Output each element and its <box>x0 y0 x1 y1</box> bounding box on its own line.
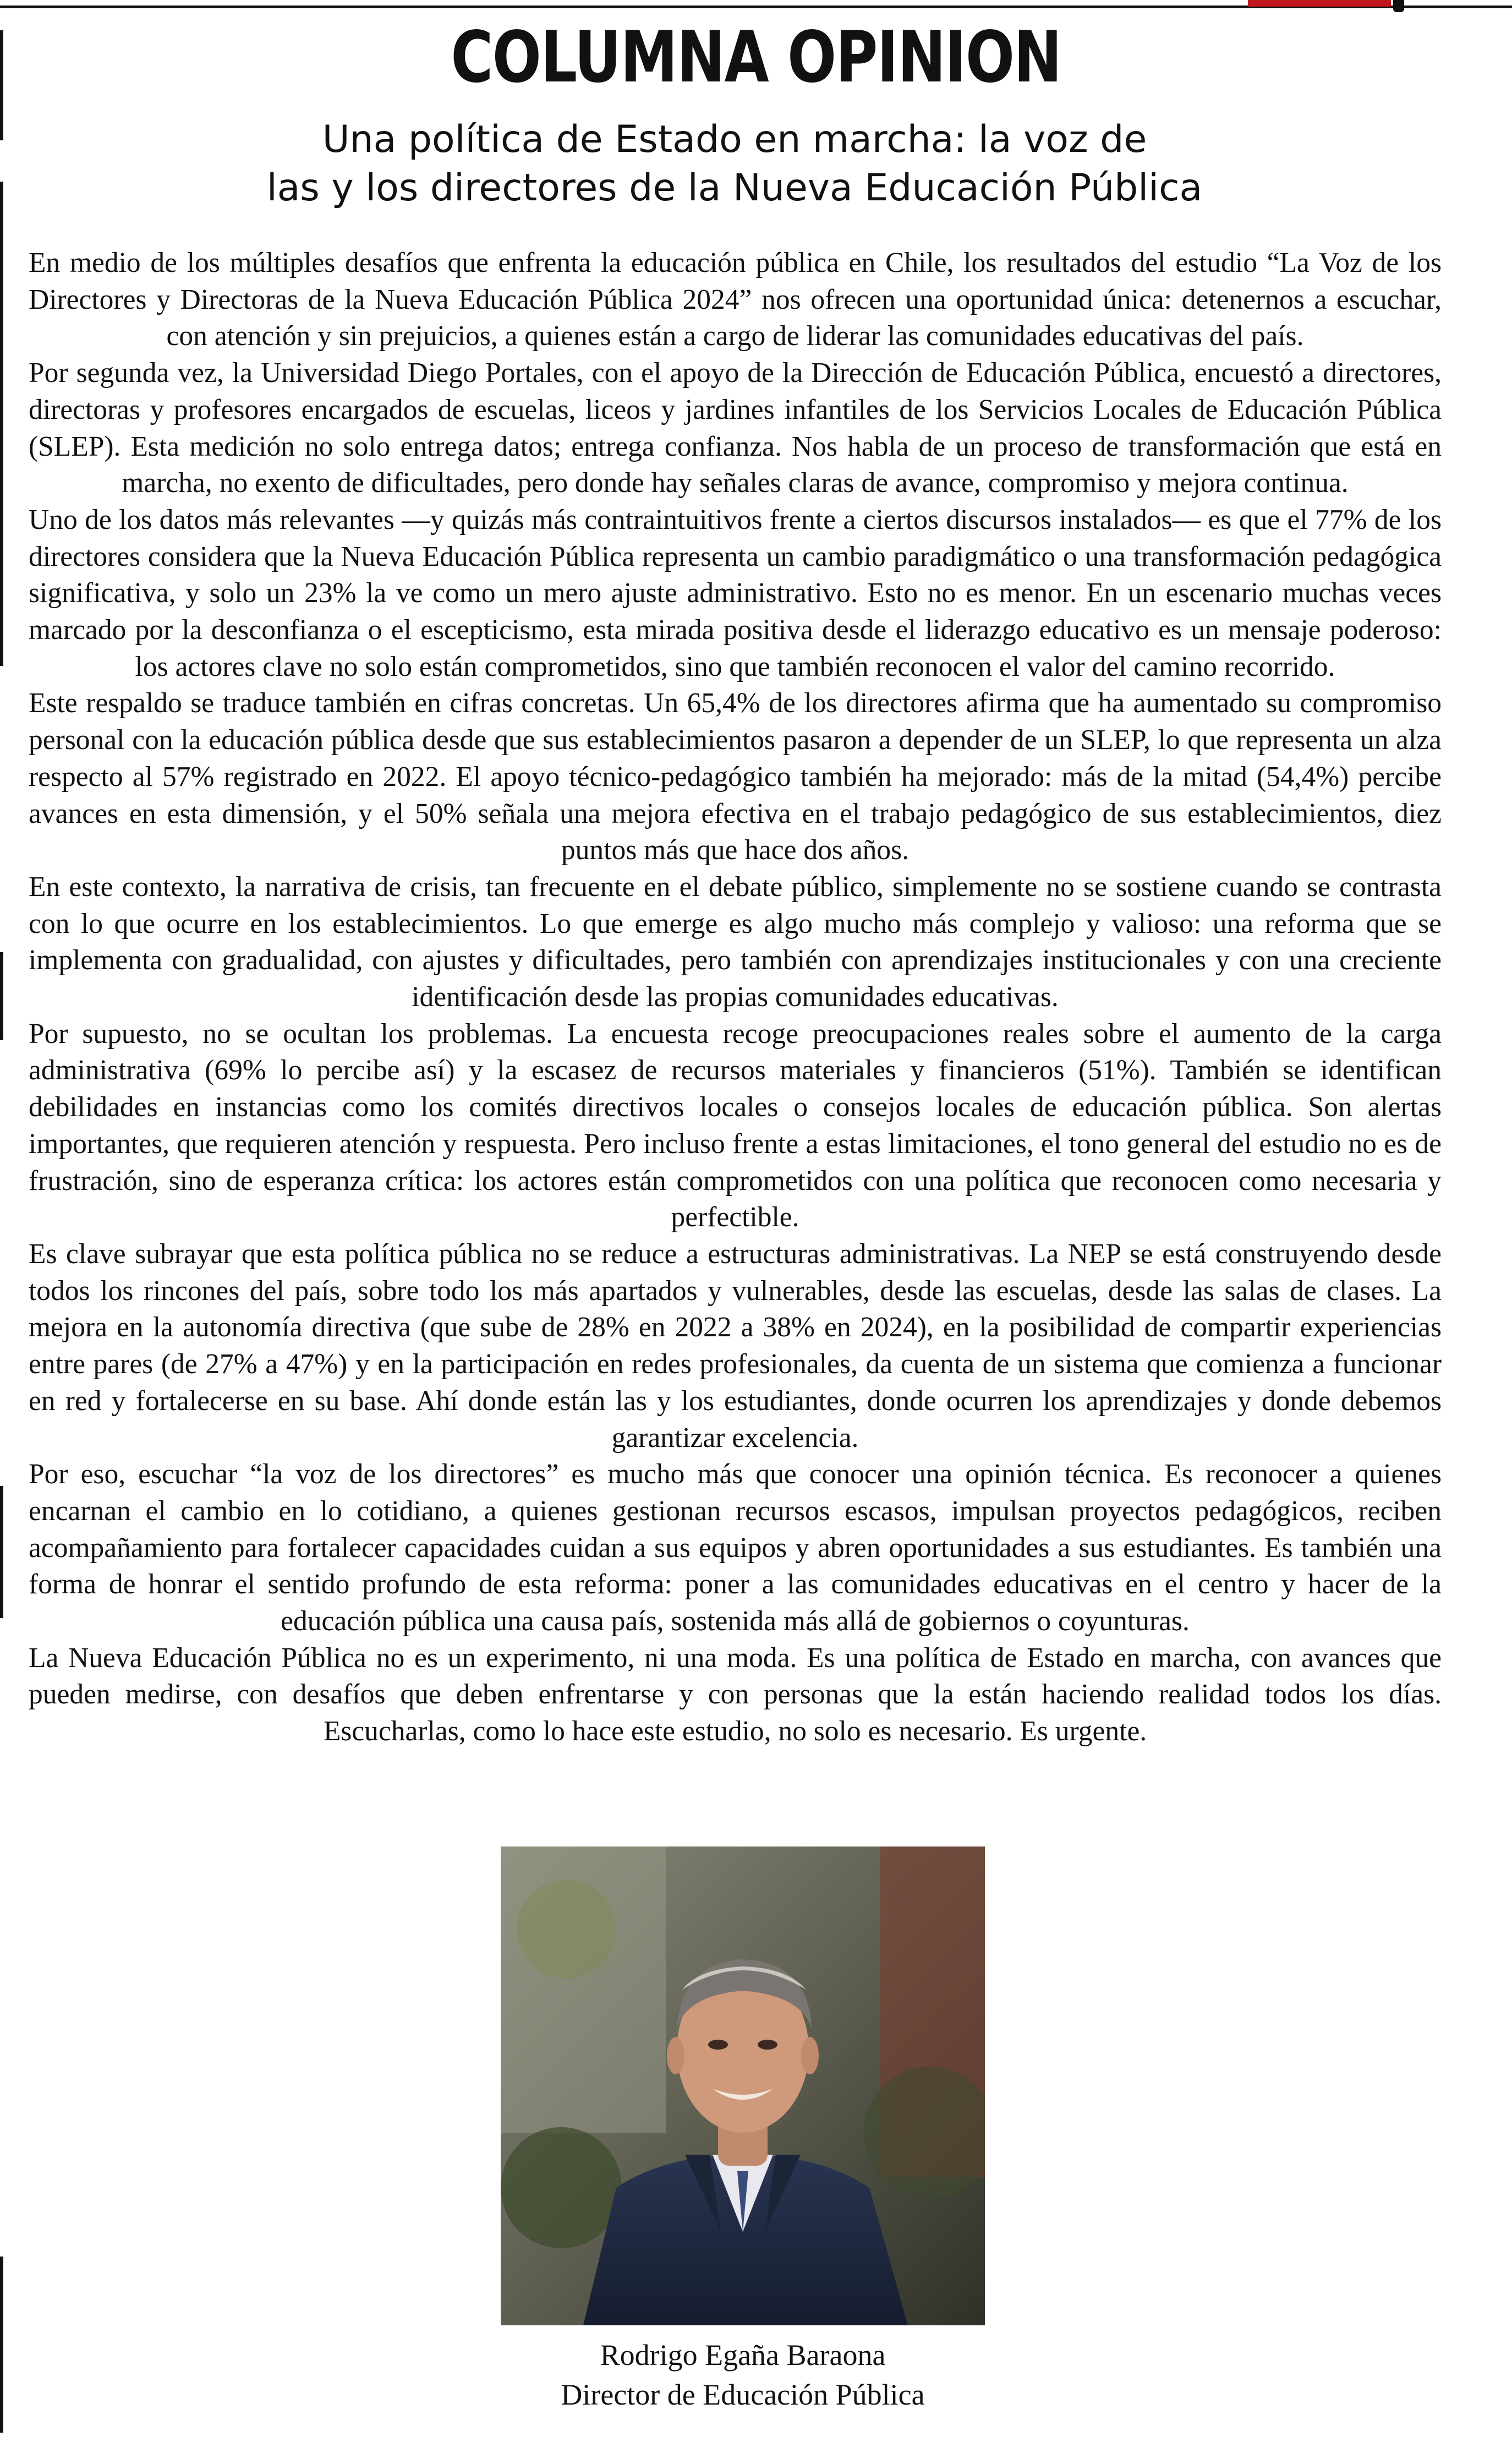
left-edge-bar <box>0 1486 3 1618</box>
author-name: Rodrigo Egaña Baraona <box>600 2339 886 2372</box>
article-paragraph: Por segunda vez, la Universidad Diego Portales, con el apoyo de la Dirección de Educación Pública, encuestó a directores, directoras y profesores encargados de escuelas, liceos y jardines infantiles de los Servicios Locales de Educación Pública (SLEP). Esta medición no solo entrega datos; entrega confianza. Nos habla de un proceso de transformación que está en marcha, no exento de dificultades, pero donde hay señales claras de avance, compromiso y mejora continua. <box>29 357 1442 499</box>
red-tab-marker <box>1248 0 1391 7</box>
left-edge-bar <box>0 2257 3 2433</box>
author-caption <box>385 2335 1100 2414</box>
article-body <box>29 245 1442 1750</box>
author-photo <box>501 1846 985 2325</box>
left-edge-bar <box>0 952 3 1040</box>
article-paragraph: Por supuesto, no se ocultan los problemas. La encuesta recoge preocupaciones reales sobre el aumento de la carga administrativa (69% lo percibe así) y la escasez de recursos materiales y financieros (51%). También se identifican debilidades en instancias como los comités directivos locales o consejos locales de educación pública. Son alertas importantes, que requieren atención y respuesta. Pero incluso frente a estas limitaciones, el tono general del estudio no es de frustración, sino de esperanza crítica: los actores están comprometidos con una política que reconocen como necesaria y perfectible. <box>29 1018 1442 1233</box>
article-paragraph: En este contexto, la narrativa de crisis, tan frecuente en el debate público, simplemente no se sostiene cuando se contrasta con lo que ocurre en los establecimientos. Lo que emerge es algo mucho más complejo y valioso: una reforma que se implementa con gradualidad, con ajustes y dificultades, pero también con aprendizajes institucionales y con una creciente identificación desde las propias comunidades educativas. <box>29 871 1442 1013</box>
left-edge-bar <box>0 182 3 666</box>
headline-line: Una política de Estado en marcha: la voz de <box>322 118 1147 161</box>
article-paragraph: La Nueva Educación Pública no es un experimento, ni una moda. Es una política de Estado en marcha, con avances que pueden medirse, con desafíos que deben enfrentarse y con personas que la están haciendo realidad todos los días. Escucharlas, como lo hace este estudio, no solo es necesario. Es urgente. <box>29 1642 1442 1747</box>
section-title: COLUMNA OPINION <box>451 17 1061 99</box>
article-paragraph: En medio de los múltiples desafíos que enfrenta la educación pública en Chile, los resultados del estudio “La Voz de los Directores y Directoras de la Nueva Educación Pública 2024” nos ofrecen una oportunidad única: detenernos a escuchar, con atención y sin prejuicios, a quienes están a cargo de liderar las comunidades educativas del país. <box>29 247 1442 352</box>
author-role: Director de Educación Pública <box>561 2378 925 2411</box>
article-paragraph: Es clave subrayar que esta política pública no se reduce a estructuras administrativas. La NEP se está construyendo desde todos los rincones del país, sobre todo los más apartados y vulnerables, desde las escuelas, desde las salas de clases. La mejora en la autonomía directiva (que sube de 28% en 2022 a 38% en 2024), en la posibilidad de compartir experiencias entre pares (de 27% a 47%) y en la participación en redes profesionales, da cuenta de un sistema que comienza a funcionar en red y fortalecerse en su base. Ahí donde están las y los estudiantes, donde ocurren los aprendizajes y donde debemos garantizar excelencia. <box>29 1238 1442 1454</box>
left-edge-bar <box>0 30 3 140</box>
article-paragraph: Uno de los datos más relevantes —y quizás más contraintuitivos frente a ciertos discursos instalados— es que el 77% de los directores considera que la Nueva Educación Pública representa un cambio paradigmático o una transformación pedagógica significativa, y solo un 23% la ve como un mero ajuste administrativo. Esto no es menor. En un escenario muchas veces marcado por la desconfianza o el escepticismo, esta mirada positiva desde el liderazgo educativo es un mensaje poderoso: los actores clave no solo están comprometidos, sino que también reconocen el valor del camino recorrido. <box>29 504 1442 682</box>
author-portrait-image <box>501 1846 985 2325</box>
article-paragraph: Este respaldo se traduce también en cifras concretas. Un 65,4% de los directores afirma que ha aumentado su compromiso personal con la educación pública desde que sus establecimientos pasaron a depender de un SLEP, lo que representa un alza respecto al 57% registrado en 2022. El apoyo técnico-pedagógico también ha mejorado: más de la mitad (54,4%) percibe avances en esta dimensión, y el 50% señala una mejora efectiva en el trabajo pedagógico de sus establecimientos, diez puntos más que hace dos años. <box>29 687 1442 866</box>
page-corner-tab <box>1393 0 1404 12</box>
headline-line: las y los directores de la Nueva Educación Pública <box>266 166 1203 210</box>
article-paragraph: Por eso, escuchar “la voz de los directores” es mucho más que conocer una opinión técnica. Es reconocer a quienes encarnan el cambio en lo cotidiano, a quienes gestionan recursos escasos, impulsan proyectos pedagógicos, reciben acompañamiento para fortalecer capacidades cuidan a sus equipos y abren oportunidades a sus estudiantes. Es también una forma de honrar el sentido profundo de esta reforma: poner a las comunidades educativas en el centro y hacer de la educación pública una causa país, sostenida más allá de gobiernos o coyunturas. <box>29 1458 1442 1637</box>
article-headline <box>110 116 1359 212</box>
